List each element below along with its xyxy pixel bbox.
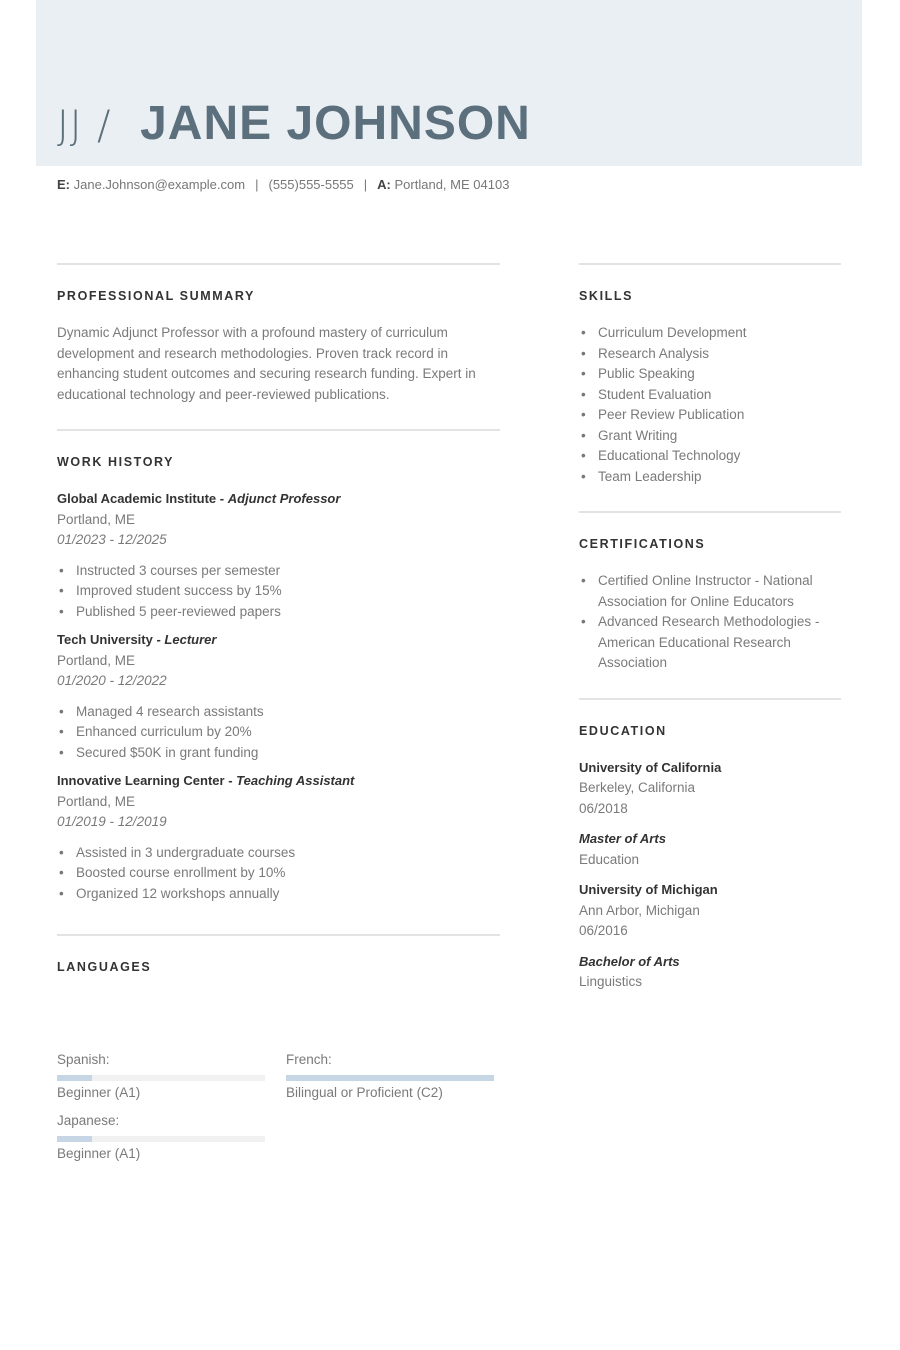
divider [579, 263, 841, 265]
job-location: Portland, ME [57, 511, 136, 527]
right-column [579, 263, 841, 1003]
candidate-name [57, 96, 531, 151]
field-of-study: Linguistics [579, 974, 643, 989]
divider [57, 429, 500, 431]
email-label: E: [57, 177, 70, 192]
skill-item: • Research Analysis [579, 344, 841, 365]
language-level: Bilingual or Proficient (C2) [286, 1084, 443, 1100]
job-title-line: Tech University - Lecturer [57, 632, 217, 647]
language-proficiency-bar [57, 1136, 265, 1142]
education-school-block [579, 880, 841, 942]
bullet-item: • Improved student success by 15% [57, 581, 500, 602]
language-proficiency-fill [57, 1136, 92, 1142]
contact-line [57, 177, 509, 192]
school: University of Michigan [579, 882, 718, 897]
language-proficiency-bar [286, 1075, 494, 1081]
bullet-item: • Secured $50K in grant funding [57, 743, 500, 764]
skill-item: • Student Evaluation [579, 385, 841, 406]
job-location: Portland, ME [57, 652, 136, 668]
divider [57, 263, 500, 265]
email: Jane.Johnson@example.com [73, 177, 246, 192]
certifications-heading: CERTIFICATIONS [579, 537, 706, 551]
certification-item: • Certified Online Instructor - National Association for Online Educators [579, 571, 841, 612]
language-name: Japanese: [57, 1113, 120, 1128]
language-level: Beginner (A1) [57, 1084, 141, 1100]
job-bullets [57, 843, 500, 905]
divider: | [363, 177, 368, 192]
job-title-line: Innovative Learning Center - Teaching Assistant [57, 773, 355, 788]
education-degree-block [579, 829, 841, 870]
bullet-item: • Organized 12 workshops annually [57, 884, 500, 905]
name-slash: / [96, 103, 112, 149]
divider [57, 934, 500, 936]
job-title: Lecturer [164, 632, 217, 647]
bullet-item: • Published 5 peer-reviewed papers [57, 602, 500, 623]
skill-item: • Team Leadership [579, 467, 841, 488]
job-title: Adjunct Professor [227, 491, 341, 506]
school-location: Berkeley, California [579, 780, 696, 795]
full-name: JANE JOHNSON [140, 97, 531, 150]
company: Tech University [57, 632, 153, 647]
education-school-block [579, 758, 841, 820]
skill-item: • Curriculum Development [579, 323, 841, 344]
language-name: French: [286, 1052, 332, 1067]
graduation-date: 06/2016 [579, 923, 628, 938]
job-title: Teaching Assistant [236, 773, 355, 788]
job-entry [57, 489, 500, 622]
job-entry [57, 771, 500, 904]
field-of-study: Education [579, 851, 640, 867]
bullet-item: • Instructed 3 courses per semester [57, 561, 500, 582]
job-dates: 01/2023 - 12/2025 [57, 532, 167, 547]
job-dates: 01/2020 - 12/2022 [57, 673, 167, 688]
language-proficiency-bar [57, 1075, 265, 1081]
initials: JJ [57, 103, 83, 149]
language-proficiency-fill [286, 1075, 494, 1081]
language-name: Spanish: [57, 1052, 110, 1067]
left-column [57, 263, 500, 994]
school: University of California [579, 759, 722, 775]
address: Portland, ME 04103 [394, 177, 510, 192]
education-heading: EDUCATION [579, 723, 667, 738]
degree: Master of Arts [579, 831, 666, 846]
address-label: A: [377, 177, 391, 192]
company: Innovative Learning Center [57, 773, 225, 788]
language-item [57, 1050, 265, 1103]
divider: | [255, 177, 259, 192]
bullet-item: • Managed 4 research assistants [57, 702, 500, 723]
certification-item: • Advanced Research Methodologies - American Educational Research Association [579, 612, 841, 674]
job-bullets [57, 561, 500, 623]
bullet-item: • Boosted course enrollment by 10% [57, 863, 500, 884]
languages-heading: LANGUAGES [57, 960, 152, 974]
divider [579, 698, 841, 700]
language-level: Beginner (A1) [57, 1145, 141, 1161]
work-heading: WORK HISTORY [57, 455, 175, 469]
divider [579, 511, 841, 513]
job-entry [57, 630, 500, 763]
bullet-item: • Assisted in 3 undergraduate courses [57, 843, 500, 864]
phone: (555)555-5555 [268, 177, 354, 192]
graduation-date: 06/2018 [579, 800, 628, 816]
job-bullets [57, 702, 500, 764]
language-proficiency-fill [57, 1075, 92, 1081]
school-location: Ann Arbor, Michigan [579, 902, 700, 918]
skills-heading: SKILLS [579, 289, 634, 303]
skill-item: • Public Speaking [579, 364, 841, 385]
company: Global Academic Institute [57, 491, 217, 506]
job-dates: 01/2019 - 12/2019 [57, 814, 167, 829]
education-degree-block [579, 952, 841, 993]
summary-heading: PROFESSIONAL SUMMARY [57, 289, 255, 303]
language-item [286, 1050, 494, 1103]
degree: Bachelor of Arts [579, 953, 680, 969]
skill-item: • Educational Technology [579, 446, 841, 467]
summary-text: Dynamic Adjunct Professor with a profound mastery of curriculum development and research methodologies. Proven track record in enhancing student outcomes and securing research funding. Expert in educational technology and peer-reviewed publications. [57, 325, 476, 402]
job-title-line: Global Academic Institute - Adjunct Professor [57, 491, 341, 506]
bullet-item: • Enhanced curriculum by 20% [57, 722, 500, 743]
skill-item: • Peer Review Publication [579, 405, 841, 426]
skill-item: • Grant Writing [579, 426, 841, 447]
job-location: Portland, ME [57, 793, 136, 809]
language-item [57, 1111, 265, 1164]
